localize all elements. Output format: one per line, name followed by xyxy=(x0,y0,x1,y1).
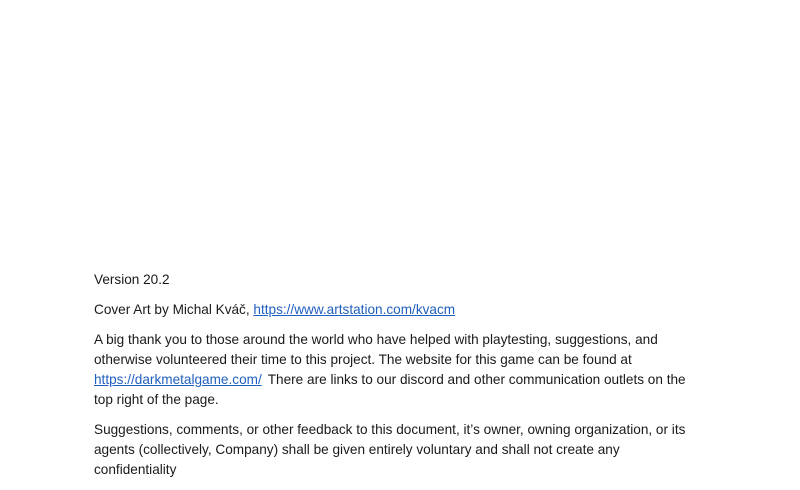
cover-art-prefix: Cover Art by Michal Kváč, xyxy=(94,302,254,317)
document-body xyxy=(94,270,704,490)
feedback-paragraph: Suggestions, comments, or other feedback to this document, it’s owner, owning organization, or its agents (collectively, Company) shall be given entirely voluntary and shall not create any confidentiality xyxy=(94,422,686,477)
thanks-text: A big thank you to those around the world who have helped with playtesting, suggestions, and otherwise volunteered their time to this project. The website for this game can be found at xyxy=(94,332,658,367)
website-link[interactable]: https://darkmetalgame.com/ xyxy=(94,372,262,387)
thanks-text-after: There are links to our discord and other communication outlets on the top right of the page. xyxy=(94,372,686,407)
cover-art-credit xyxy=(94,300,704,320)
thanks-paragraph xyxy=(94,330,704,410)
version-line: Version 20.2 xyxy=(94,272,170,287)
artstation-link[interactable]: https://www.artstation.com/kvacm xyxy=(253,302,456,317)
